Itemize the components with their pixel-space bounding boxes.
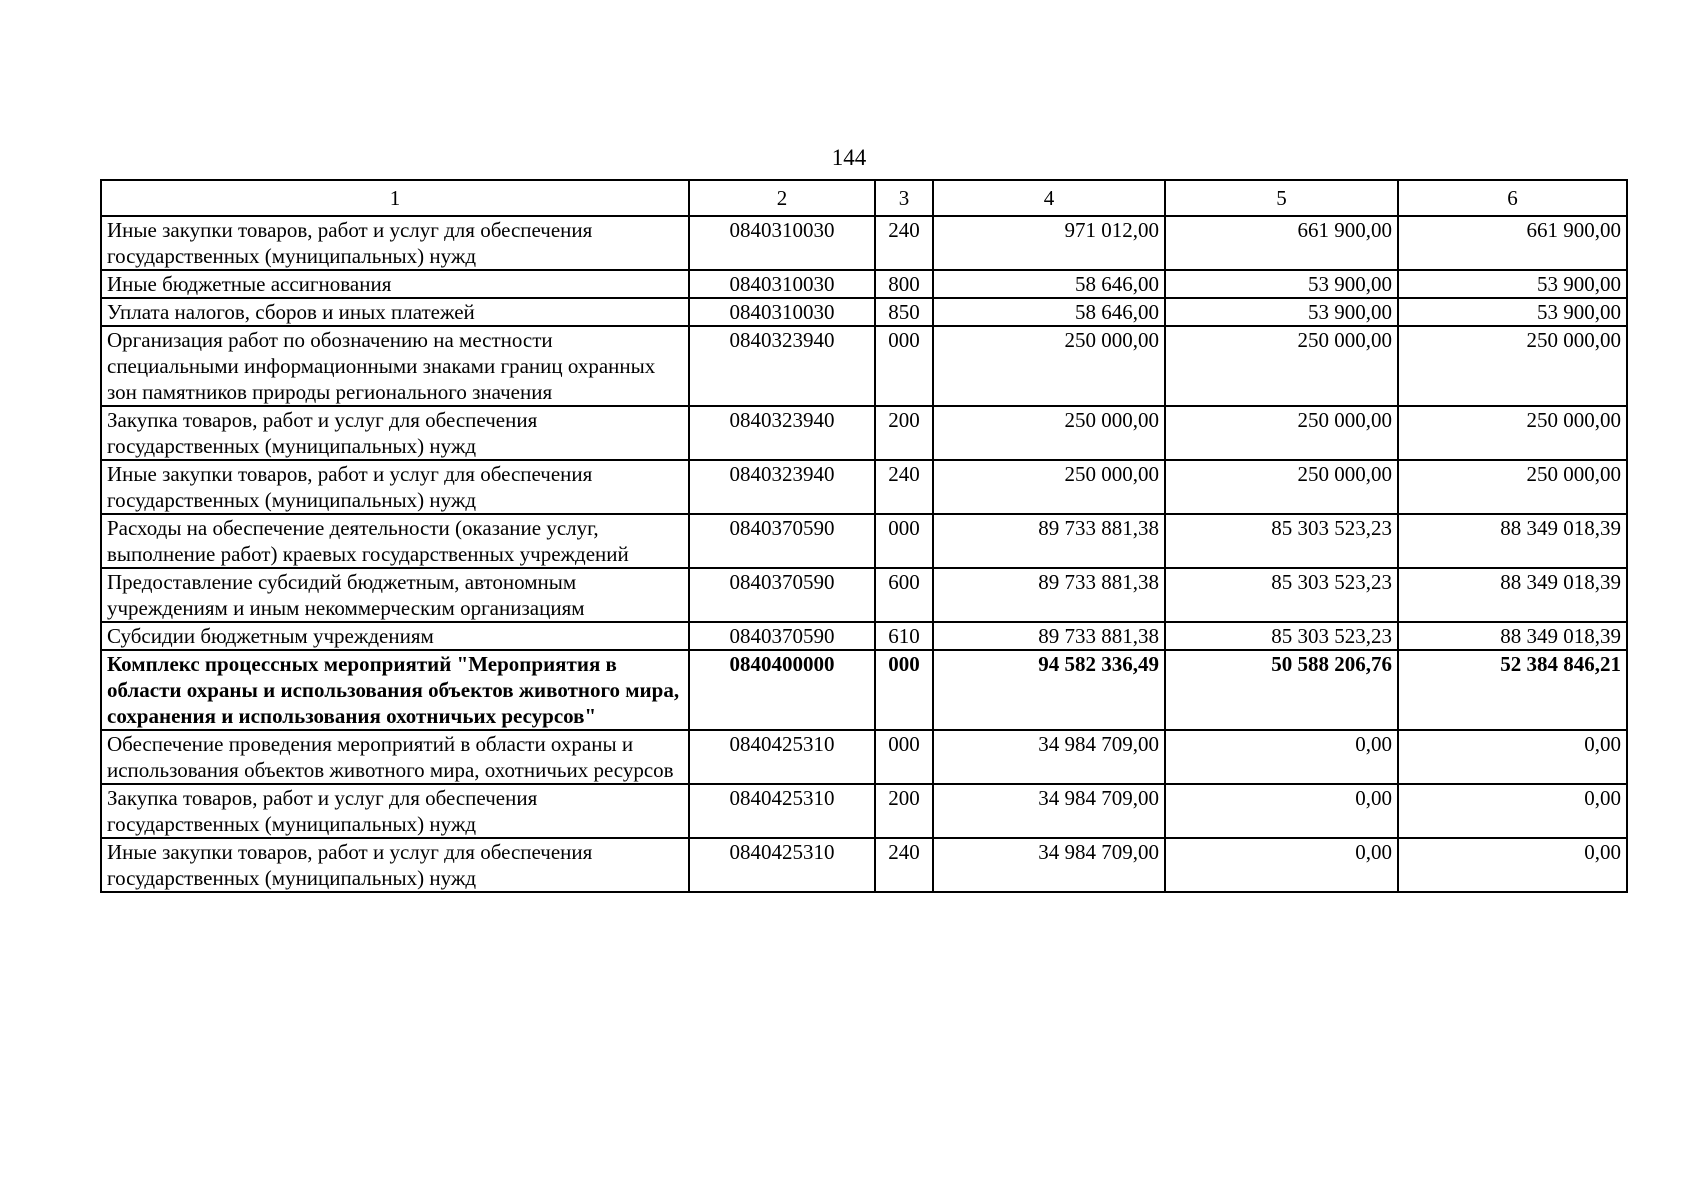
header-col-3: 3 — [875, 180, 933, 216]
table-row — [101, 298, 1627, 326]
row-name-cell: Предоставление субсидий бюджетным, автономным учреждениям и иным некоммерческим организациям — [101, 568, 689, 622]
header-row — [101, 180, 1627, 216]
row-value-col5: 250 000,00 — [1165, 406, 1398, 460]
header-col-5: 5 — [1165, 180, 1398, 216]
row-value-col6: 88 349 018,39 — [1398, 568, 1627, 622]
row-value-col4: 94 582 336,49 — [933, 650, 1165, 730]
row-value-col4: 89 733 881,38 — [933, 514, 1165, 568]
row-value-col5: 53 900,00 — [1165, 298, 1398, 326]
table-row — [101, 568, 1627, 622]
row-name-cell: Обеспечение проведения мероприятий в области охраны и использования объектов животного мира, охотничьих ресурсов — [101, 730, 689, 784]
row-code-cell: 0840370590 — [689, 568, 875, 622]
row-value-col5: 53 900,00 — [1165, 270, 1398, 298]
row-value-col6: 52 384 846,21 — [1398, 650, 1627, 730]
row-value-col4: 971 012,00 — [933, 216, 1165, 270]
header-col-4: 4 — [933, 180, 1165, 216]
row-value-col6: 53 900,00 — [1398, 270, 1627, 298]
row-value-col4: 34 984 709,00 — [933, 730, 1165, 784]
row-value-col6: 0,00 — [1398, 784, 1627, 838]
table-row — [101, 622, 1627, 650]
row-code-cell: 0840425310 — [689, 784, 875, 838]
row-value-col4: 250 000,00 — [933, 326, 1165, 406]
row-value-col6: 250 000,00 — [1398, 326, 1627, 406]
row-value-col6: 88 349 018,39 — [1398, 514, 1627, 568]
row-type-cell: 600 — [875, 568, 933, 622]
row-value-col6: 0,00 — [1398, 838, 1627, 892]
row-code-cell: 0840425310 — [689, 838, 875, 892]
row-name-cell: Расходы на обеспечение деятельности (оказание услуг, выполнение работ) краевых государственных учреждений — [101, 514, 689, 568]
row-value-col4: 34 984 709,00 — [933, 784, 1165, 838]
row-code-cell: 0840323940 — [689, 406, 875, 460]
row-name-cell: Закупка товаров, работ и услуг для обеспечения государственных (муниципальных) нужд — [101, 406, 689, 460]
row-value-col5: 85 303 523,23 — [1165, 568, 1398, 622]
row-name-cell: Иные бюджетные ассигнования — [101, 270, 689, 298]
row-type-cell: 000 — [875, 730, 933, 784]
table-row — [101, 460, 1627, 514]
row-type-cell: 200 — [875, 406, 933, 460]
table-body — [101, 216, 1627, 892]
row-value-col6: 250 000,00 — [1398, 406, 1627, 460]
row-value-col5: 250 000,00 — [1165, 460, 1398, 514]
row-value-col5: 0,00 — [1165, 784, 1398, 838]
row-value-col5: 250 000,00 — [1165, 326, 1398, 406]
row-value-col5: 661 900,00 — [1165, 216, 1398, 270]
row-value-col5: 85 303 523,23 — [1165, 514, 1398, 568]
table-row — [101, 838, 1627, 892]
row-name-cell: Комплекс процессных мероприятий "Мероприятия в области охраны и использования объектов животного мира, сохранения и использования охотничьих ресурсов" — [101, 650, 689, 730]
row-value-col4: 58 646,00 — [933, 298, 1165, 326]
row-value-col5: 0,00 — [1165, 838, 1398, 892]
row-type-cell: 850 — [875, 298, 933, 326]
row-value-col5: 85 303 523,23 — [1165, 622, 1398, 650]
row-type-cell: 240 — [875, 216, 933, 270]
budget-table — [100, 179, 1628, 893]
table-row — [101, 650, 1627, 730]
row-value-col5: 0,00 — [1165, 730, 1398, 784]
row-name-cell: Закупка товаров, работ и услуг для обеспечения государственных (муниципальных) нужд — [101, 784, 689, 838]
row-value-col6: 250 000,00 — [1398, 460, 1627, 514]
row-code-cell: 0840310030 — [689, 216, 875, 270]
table-row — [101, 326, 1627, 406]
row-code-cell: 0840310030 — [689, 298, 875, 326]
row-name-cell: Иные закупки товаров, работ и услуг для обеспечения государственных (муниципальных) нужд — [101, 838, 689, 892]
header-col-6: 6 — [1398, 180, 1627, 216]
row-value-col4: 58 646,00 — [933, 270, 1165, 298]
row-name-cell: Иные закупки товаров, работ и услуг для обеспечения государственных (муниципальных) нужд — [101, 216, 689, 270]
header-col-2: 2 — [689, 180, 875, 216]
row-name-cell: Организация работ по обозначению на местности специальными информационными знаками границ охранных зон памятников природы регионального значения — [101, 326, 689, 406]
row-value-col4: 89 733 881,38 — [933, 568, 1165, 622]
page-number: 144 — [831, 145, 867, 170]
row-value-col5: 50 588 206,76 — [1165, 650, 1398, 730]
table-row — [101, 730, 1627, 784]
table-row — [101, 216, 1627, 270]
row-type-cell: 240 — [875, 460, 933, 514]
row-value-col6: 53 900,00 — [1398, 298, 1627, 326]
row-type-cell: 200 — [875, 784, 933, 838]
row-name-cell: Субсидии бюджетным учреждениям — [101, 622, 689, 650]
row-value-col4: 34 984 709,00 — [933, 838, 1165, 892]
row-code-cell: 0840400000 — [689, 650, 875, 730]
row-code-cell: 0840310030 — [689, 270, 875, 298]
table-row — [101, 784, 1627, 838]
row-code-cell: 0840323940 — [689, 460, 875, 514]
row-type-cell: 800 — [875, 270, 933, 298]
row-name-cell: Уплата налогов, сборов и иных платежей — [101, 298, 689, 326]
row-value-col6: 0,00 — [1398, 730, 1627, 784]
row-code-cell: 0840323940 — [689, 326, 875, 406]
table-row — [101, 514, 1627, 568]
row-type-cell: 610 — [875, 622, 933, 650]
row-type-cell: 000 — [875, 514, 933, 568]
table-row — [101, 270, 1627, 298]
row-type-cell: 000 — [875, 650, 933, 730]
header-col-1: 1 — [101, 180, 689, 216]
row-value-col6: 661 900,00 — [1398, 216, 1627, 270]
row-value-col6: 88 349 018,39 — [1398, 622, 1627, 650]
row-code-cell: 0840370590 — [689, 514, 875, 568]
row-value-col4: 250 000,00 — [933, 460, 1165, 514]
table-row — [101, 406, 1627, 460]
row-value-col4: 89 733 881,38 — [933, 622, 1165, 650]
row-code-cell: 0840425310 — [689, 730, 875, 784]
row-name-cell: Иные закупки товаров, работ и услуг для обеспечения государственных (муниципальных) нужд — [101, 460, 689, 514]
row-value-col4: 250 000,00 — [933, 406, 1165, 460]
row-type-cell: 000 — [875, 326, 933, 406]
row-type-cell: 240 — [875, 838, 933, 892]
row-code-cell: 0840370590 — [689, 622, 875, 650]
